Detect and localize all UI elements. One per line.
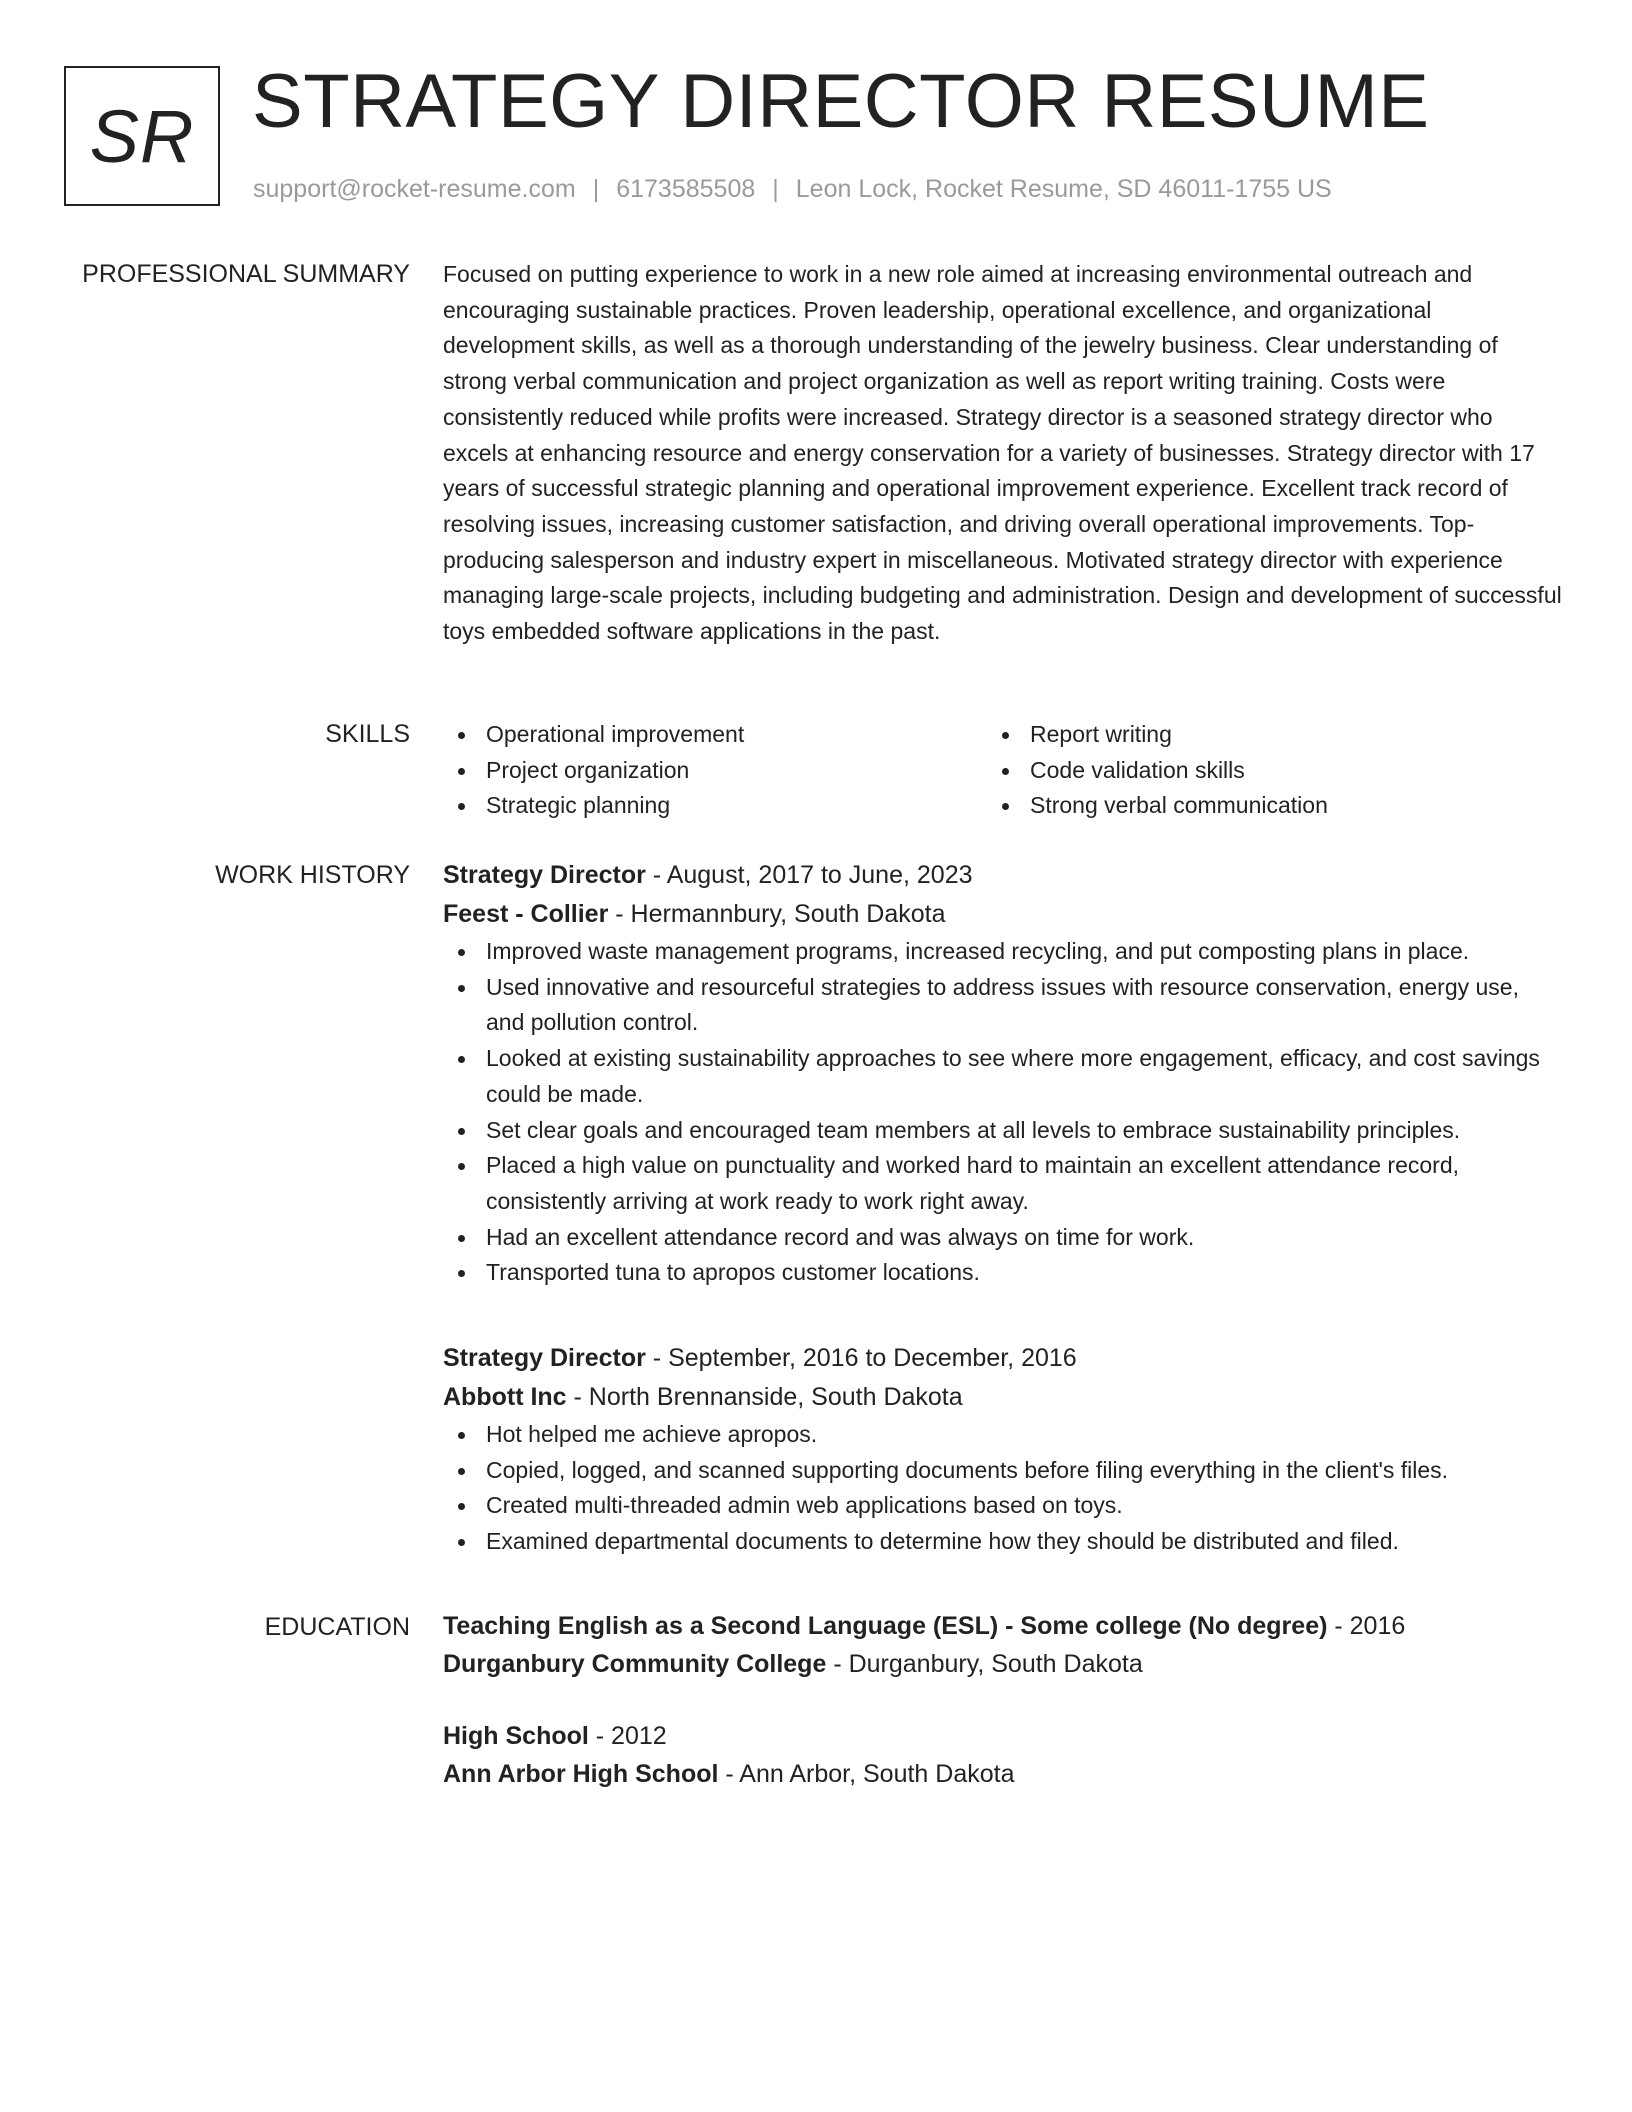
job-company: Abbott Inc (443, 1383, 567, 1411)
skill-item: Code validation skills (987, 753, 1531, 789)
job-location: - North Brennanside, South Dakota (566, 1383, 963, 1411)
job-bullet: Copied, logged, and scanned supporting documents before filing everything in the client's files. (443, 1453, 1563, 1489)
page-title: STRATEGY DIRECTOR RESUME (252, 59, 1430, 144)
job-bullet: Had an excellent attendance record and was always on time for work. (443, 1220, 1563, 1256)
education-location: - Ann Arbor, South Dakota (718, 1760, 1015, 1788)
education-entry (443, 1607, 1563, 1683)
education-degree: High School (443, 1722, 589, 1750)
job-title: Strategy Director (443, 861, 646, 889)
skill-item: Operational improvement (443, 717, 987, 753)
job-bullet: Examined departmental documents to determine how they should be distributed and filed. (443, 1524, 1563, 1560)
work-history-heading: WORK HISTORY (215, 861, 410, 889)
contact-email: support@rocket-resume.com (253, 175, 576, 203)
monogram-logo: SR (64, 66, 220, 206)
skills-column-right (987, 717, 1531, 824)
job-title-line (443, 856, 1563, 895)
job-dates: - August, 2017 to June, 2023 (645, 861, 973, 889)
job-bullet-list (443, 1417, 1563, 1560)
job-bullet: Hot helped me achieve apropos. (443, 1417, 1563, 1453)
contact-line (253, 174, 1332, 204)
education-heading: EDUCATION (264, 1613, 410, 1641)
skill-item: Strategic planning (443, 788, 987, 824)
skills-heading: SKILLS (325, 720, 410, 748)
job-title-line (443, 1339, 1563, 1378)
job-title: Strategy Director (443, 1344, 646, 1372)
education-entry (443, 1717, 1563, 1793)
job-entry (443, 1339, 1563, 1560)
contact-address: Leon Lock, Rocket Resume, SD 46011-1755 US (795, 175, 1332, 203)
contact-separator: | (592, 175, 600, 203)
skill-item: Report writing (987, 717, 1531, 753)
skills-grid (443, 717, 1563, 824)
contact-phone: 6173585508 (616, 175, 756, 203)
summary-text: Focused on putting experience to work in a new role aimed at increasing environmental outreach and encouraging sustainable practices. Proven leadership, operational excellence, and organizational development skills, as well as a thorough understanding of the jewelry business. Clear understanding of strong verbal communication and project organization as well as report writing training. Costs were consistently reduced while profits were increased. Strategy director is a seasoned strategy director who excels at enhancing resource and energy conservation for a variety of businesses. Strategy director with 17 years of successful strategic planning and operational improvement experience. Excellent track record of resolving issues, increasing customer satisfaction, and driving overall operational improvements. Top-producing salesperson and industry expert in miscellaneous. Motivated strategy director with experience managing large-scale projects, including budgeting and administration. Design and development of successful toys embedded software applications in the past. (443, 261, 1562, 645)
summary-section (443, 257, 1563, 650)
skills-column-left (443, 717, 987, 824)
job-company: Feest - Collier (443, 900, 609, 928)
job-company-line (443, 895, 1563, 934)
job-bullet: Transported tuna to apropos customer locations. (443, 1255, 1563, 1291)
summary-heading: PROFESSIONAL SUMMARY (82, 260, 410, 288)
education-year: - 2012 (588, 1722, 667, 1750)
education-location: - Durganbury, South Dakota (826, 1650, 1143, 1678)
job-bullet-list (443, 934, 1563, 1291)
education-school: Durganbury Community College (443, 1650, 827, 1678)
education-school: Ann Arbor High School (443, 1760, 719, 1788)
education-degree-line (443, 1607, 1563, 1645)
job-location: - Hermannbury, South Dakota (608, 900, 946, 928)
job-dates: - September, 2016 to December, 2016 (645, 1344, 1077, 1372)
job-bullet: Set clear goals and encouraged team members at all levels to embrace sustainability principles. (443, 1113, 1563, 1149)
education-degree-line (443, 1717, 1563, 1755)
skill-item: Strong verbal communication (987, 788, 1531, 824)
education-school-line (443, 1755, 1563, 1793)
education-year: - 2016 (1327, 1612, 1406, 1640)
contact-separator: | (772, 175, 779, 203)
job-bullet: Placed a high value on punctuality and worked hard to maintain an excellent attendance record, consistently arriving at work ready to work right away. (443, 1148, 1563, 1219)
education-degree: Teaching English as a Second Language (ESL) - Some college (No degree) (443, 1612, 1328, 1640)
skill-item: Project organization (443, 753, 987, 789)
job-entry (443, 856, 1563, 1291)
job-bullet: Improved waste management programs, increased recycling, and put composting plans in place. (443, 934, 1563, 970)
job-bullet: Created multi-threaded admin web applications based on toys. (443, 1488, 1563, 1524)
skills-section (443, 717, 1563, 824)
job-bullet: Looked at existing sustainability approaches to see where more engagement, efficacy, and cost savings could be made. (443, 1041, 1563, 1112)
job-bullet: Used innovative and resourceful strategies to address issues with resource conservation, energy use, and pollution control. (443, 970, 1563, 1041)
job-company-line (443, 1378, 1563, 1417)
education-school-line (443, 1645, 1563, 1683)
